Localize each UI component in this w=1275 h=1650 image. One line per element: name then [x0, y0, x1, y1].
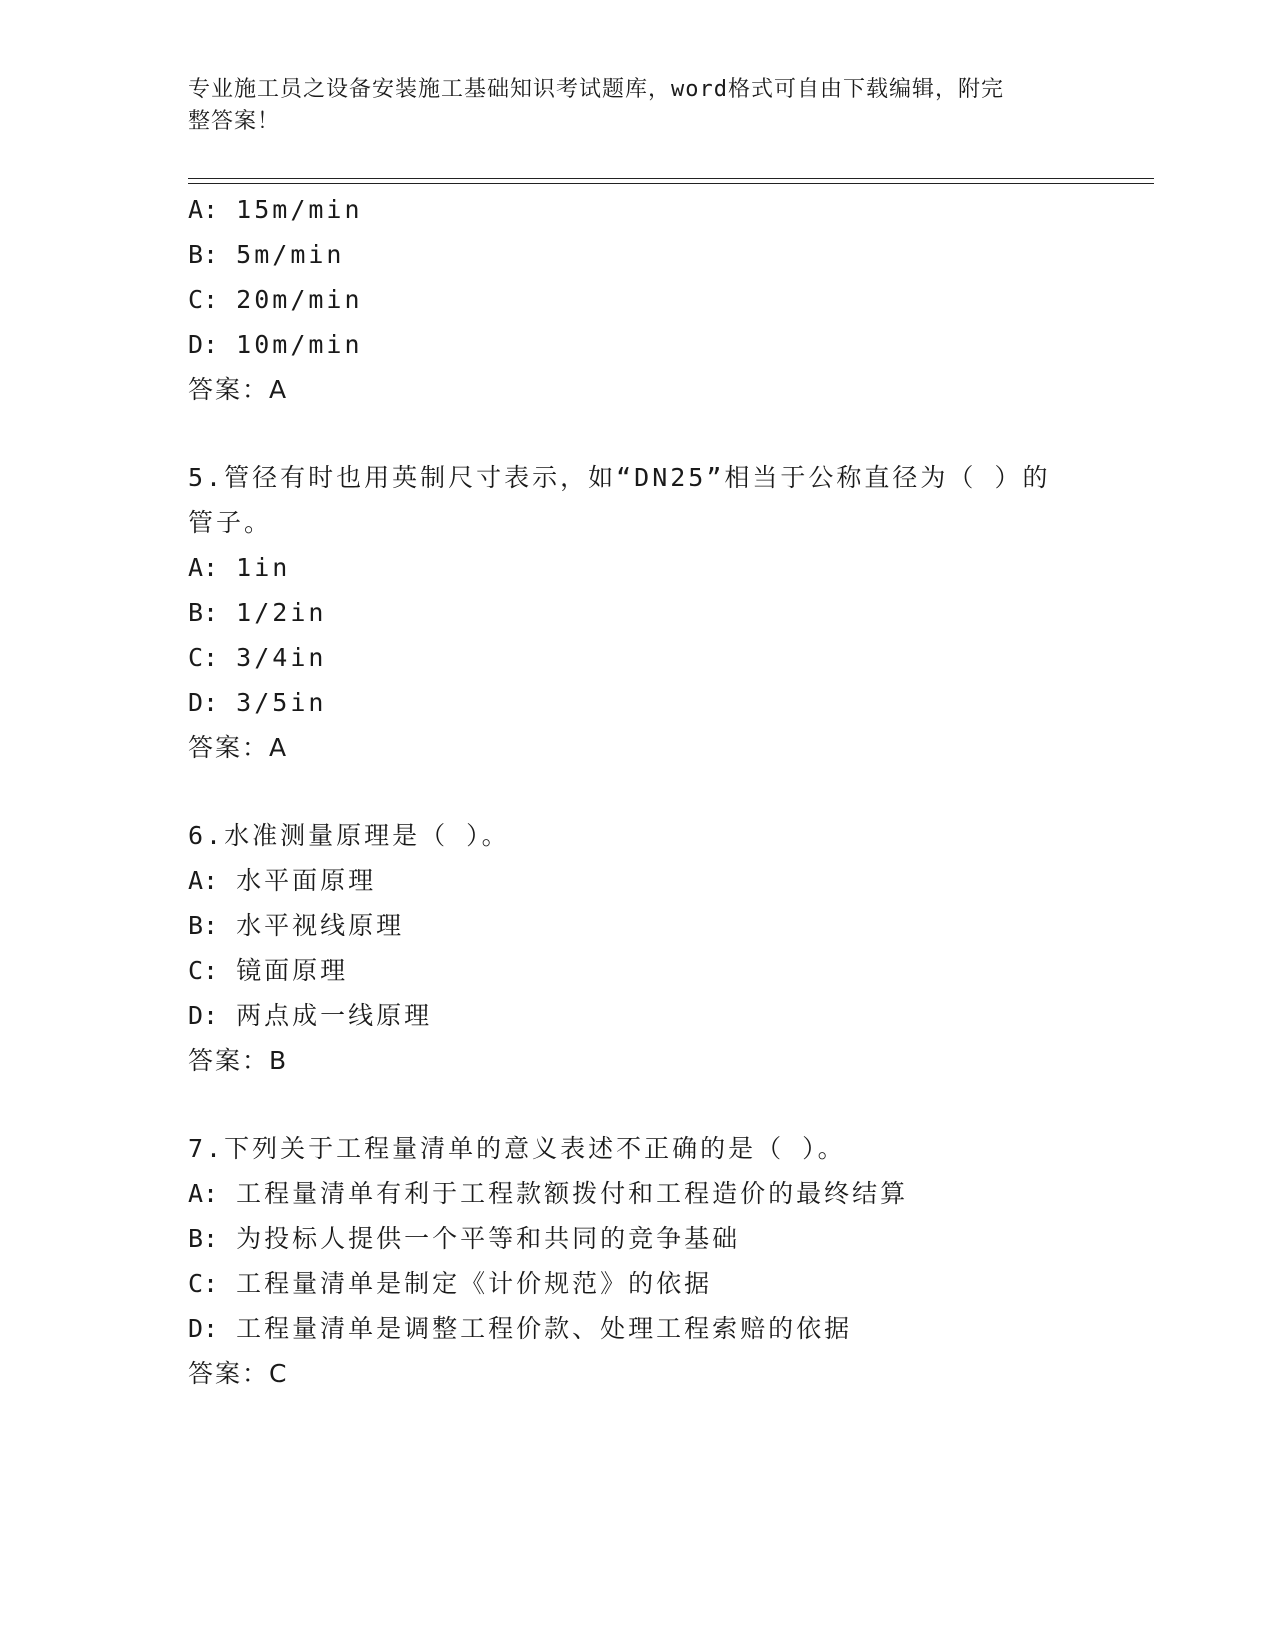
- option-text: 5m/min: [236, 240, 345, 269]
- option-text: 两点成一线原理: [236, 1001, 433, 1030]
- option-key: C:: [188, 956, 219, 985]
- header-line-1: 专业施工员之设备安装施工基础知识考试题库，word格式可自由下载编辑，附完: [188, 77, 1004, 102]
- document-header: [188, 74, 1068, 138]
- option-text: 为投标人提供一个平等和共同的竞争基础: [236, 1224, 741, 1253]
- q4-option-d: [188, 328, 363, 362]
- option-key: B:: [188, 598, 219, 627]
- q6-option-d: [188, 999, 432, 1033]
- q5-option-c: [188, 641, 326, 675]
- option-key: B:: [188, 240, 219, 269]
- option-text: 10m/min: [236, 330, 363, 359]
- option-key: A:: [188, 1179, 219, 1208]
- q6-option-b: [188, 909, 404, 943]
- option-key: A:: [188, 195, 219, 224]
- q7-stem-line-1: 7.下列关于工程量清单的意义表述不正确的是（ ）。: [188, 1134, 846, 1163]
- option-text: 15m/min: [236, 195, 363, 224]
- q5-stem-line-2: 管子。: [188, 508, 273, 537]
- option-key: C:: [188, 285, 219, 314]
- q4-option-c: [188, 283, 363, 317]
- option-key: B:: [188, 1224, 219, 1253]
- q5-option-b: [188, 596, 326, 630]
- q4-option-b: [188, 238, 344, 272]
- option-key: B:: [188, 911, 219, 940]
- header-line-2: 整答案！: [188, 109, 281, 134]
- q5-stem-line-1: 5.管径有时也用英制尺寸表示，如“DN25”相当于公称直径为（ ）的: [188, 463, 1051, 492]
- option-text: 镜面原理: [236, 956, 349, 985]
- q7-option-b: [188, 1222, 740, 1256]
- option-key: A:: [188, 866, 219, 895]
- option-key: D:: [188, 688, 219, 717]
- header-divider-bottom: [188, 183, 1154, 184]
- option-key: D:: [188, 330, 219, 359]
- option-key: D:: [188, 1001, 219, 1030]
- q6-option-c: [188, 954, 348, 988]
- q5-option-d: [188, 686, 326, 720]
- header-divider-top: [188, 178, 1154, 179]
- option-text: 工程量清单是调整工程价款、处理工程索赔的依据: [236, 1314, 853, 1343]
- option-text: 水平视线原理: [236, 911, 405, 940]
- q6-option-a: [188, 864, 376, 898]
- option-text: 工程量清单有利于工程款额拨付和工程造价的最终结算: [236, 1179, 909, 1208]
- option-key: C:: [188, 643, 219, 672]
- option-text: 水平面原理: [236, 866, 377, 895]
- option-key: A:: [188, 553, 219, 582]
- q6-answer: 答案：B: [188, 1046, 289, 1075]
- q7-option-a: [188, 1177, 908, 1211]
- q6-stem-line-1: 6.水准测量原理是（ ）。: [188, 821, 510, 850]
- option-key: D:: [188, 1314, 219, 1343]
- option-text: 3/5in: [236, 688, 327, 717]
- option-text: 3/4in: [236, 643, 327, 672]
- q7-option-c: [188, 1267, 712, 1301]
- option-text: 1in: [236, 553, 291, 582]
- option-key: C:: [188, 1269, 219, 1298]
- q5-answer: 答案：A: [188, 733, 289, 762]
- q4-option-a: [188, 193, 363, 227]
- option-text: 20m/min: [236, 285, 363, 314]
- option-text: 1/2in: [236, 598, 327, 627]
- q5-option-a: [188, 551, 290, 585]
- option-text: 工程量清单是制定《计价规范》的依据: [236, 1269, 713, 1298]
- q7-answer: 答案：C: [188, 1359, 289, 1388]
- q7-option-d: [188, 1312, 852, 1346]
- q4-answer: 答案：A: [188, 375, 289, 404]
